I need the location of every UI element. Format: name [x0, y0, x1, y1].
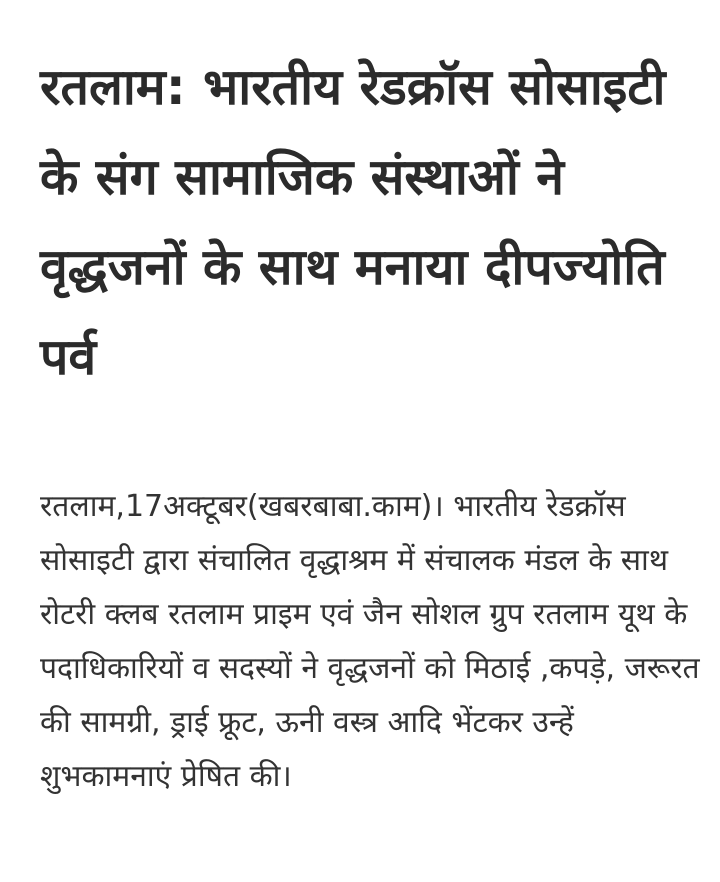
article-body: रतलाम,17अक्टूबर(खबरबाबा.काम)। भारतीय रेडक्रॉस सोसाइटी द्वारा संचालित वृद्धाश्रम में संचालक मंडल के साथ रोटरी क्लब रतलाम प्राइम एवं जैन सोशल ग्रुप रतलाम यूथ के पदाधिकारियों व सदस्यों ने वृद्धजनों को मिठाई ,कपड़े, जरूरत की सामग्री, ड्राई फ्रूट, ऊनी वस्त्र आदि भेंटकर उन्हें शुभकामनाएं प्रेषित की।	[40, 489, 700, 794]
article	[40, 42, 700, 804]
article-headline: रतलाम: भारतीय रेडक्रॉस सोसाइटी के संग सामाजिक संस्थाओं ने वृद्धजनों के साथ मनाया दीपज्योति पर्व	[40, 58, 666, 386]
